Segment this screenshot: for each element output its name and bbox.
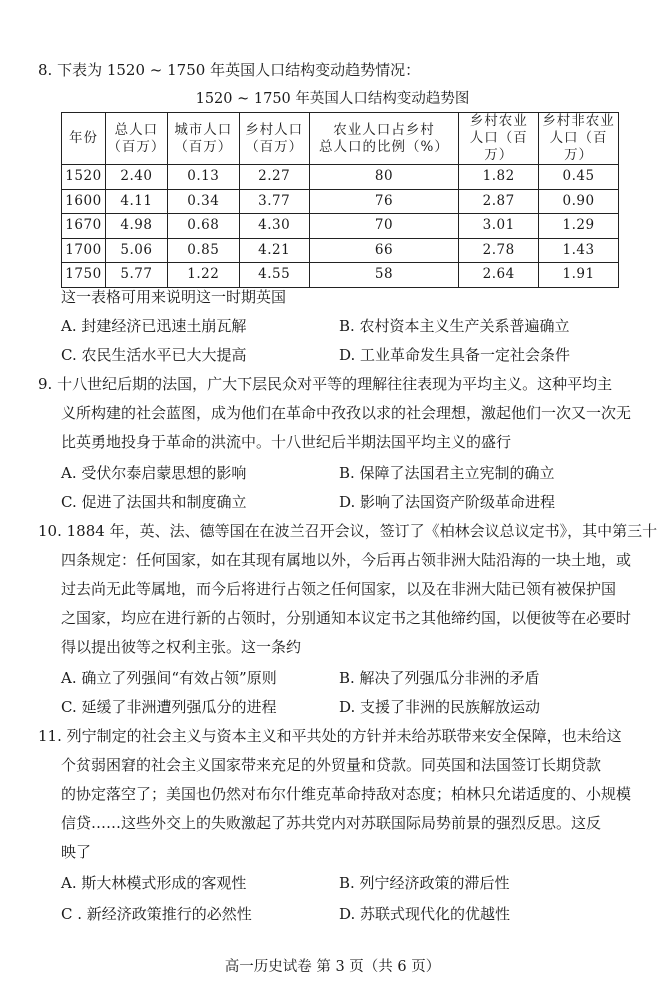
population-table: [61, 112, 619, 288]
q8-option-b[interactable]: B. 农村资本主义生产关系普遍确立: [339, 317, 570, 335]
value-cell: 80: [309, 165, 459, 190]
value-cell: 2.78: [459, 238, 539, 263]
q8-option-d[interactable]: D. 工业革命发生具备一定社会条件: [339, 346, 571, 364]
value-cell: 0.68: [167, 214, 239, 239]
value-cell: 70: [309, 214, 459, 239]
q9-option-d[interactable]: D. 影响了法国资产阶级革命进程: [339, 493, 556, 511]
q10-line-5: 得以提出彼等之权利主张。这一条约: [61, 638, 302, 656]
header-text: （百万）: [245, 138, 304, 155]
value-cell: 1.29: [539, 214, 619, 239]
value-cell: 66: [309, 238, 459, 263]
q9-option-b[interactable]: B. 保障了法国君主立宪制的确立: [339, 464, 555, 482]
q11-line-1: 11. 列宁制定的社会主义与资本主义和平共处的方针并未给苏联带来安全保障，也未给这: [38, 727, 622, 745]
table-header-cell: [539, 113, 619, 165]
q10-option-a[interactable]: A. 确立了列强间“有效占领”原则: [61, 669, 277, 687]
q11-line-2: 个贫弱困窘的社会主义国家带来充足的外贸量和贷款。同英国和法国签订长期贷款: [61, 756, 602, 774]
year-cell: 1520: [62, 165, 106, 190]
value-cell: 4.55: [239, 263, 309, 288]
header-text: 乡村非农业: [542, 113, 615, 129]
header-text: 总人口: [114, 121, 159, 138]
value-cell: 4.98: [105, 214, 167, 239]
table-row: [62, 263, 619, 288]
value-cell: 2.40: [105, 165, 167, 190]
table-body: [62, 165, 619, 288]
year-cell: 1700: [62, 238, 106, 263]
table-row: [62, 189, 619, 214]
q10-line-3: 过去尚无此等属地，而今后将进行占领之任何国家，以及在非洲大陆已领有被保护国: [61, 580, 617, 598]
table-header-cell: [62, 113, 106, 165]
table-header-cell: [105, 113, 167, 165]
table-header-cell: [167, 113, 239, 165]
table-row: [62, 214, 619, 239]
q8-question: 这一表格可用来说明这一时期英国: [61, 288, 287, 306]
table-header-row: [62, 113, 619, 165]
header-text: 年份: [68, 130, 98, 146]
year-cell: 1600: [62, 189, 106, 214]
value-cell: 5.06: [105, 238, 167, 263]
q11-option-b[interactable]: B. 列宁经济政策的滞后性: [339, 874, 510, 892]
q9-option-a[interactable]: A. 受伏尔泰启蒙思想的影响: [61, 464, 247, 482]
q10-line-4: 之国家，均应在进行新的占领时，分别通知本议定书之其他缔约国，以便彼等在必要时: [61, 609, 632, 627]
table-header-cell: [459, 113, 539, 165]
q10-option-d[interactable]: D. 支援了非洲的民族解放运动: [339, 698, 541, 716]
header-text: 人口（百万）: [549, 130, 608, 163]
q11-option-d[interactable]: D. 苏联式现代化的优越性: [339, 905, 511, 923]
table-header-cell: [239, 113, 309, 165]
q11-option-a[interactable]: A. 斯大林模式形成的客观性: [61, 874, 247, 892]
q9-option-c[interactable]: C. 促进了法国共和制度确立: [61, 493, 247, 511]
value-cell: 2.64: [459, 263, 539, 288]
q11-line-5: 映了: [61, 843, 92, 861]
value-cell: 58: [309, 263, 459, 288]
q9-line-1: 9. 十八世纪后期的法国，广大下层民众对平等的理解往往表现为平均主义。这种平均主: [38, 375, 613, 393]
value-cell: 1.91: [539, 263, 619, 288]
page-footer: 高一历史试卷 第 3 页（共 6 页）: [224, 959, 441, 975]
header-text: 城市人口: [174, 121, 233, 138]
q10-option-c[interactable]: C. 延缓了非洲遭列强瓜分的进程: [61, 698, 277, 716]
value-cell: 1.22: [167, 263, 239, 288]
value-cell: 1.82: [459, 165, 539, 190]
value-cell: 1.43: [539, 238, 619, 263]
year-cell: 1750: [62, 263, 106, 288]
q11-line-4: 信贷……这些外交上的失败激起了苏共党内对苏联国际局势前景的强烈反思。这反: [61, 814, 602, 832]
value-cell: 0.45: [539, 165, 619, 190]
year-cell: 1670: [62, 214, 106, 239]
value-cell: 4.11: [105, 189, 167, 214]
q9-line-2: 义所构建的社会蓝图，成为他们在革命中孜孜以求的社会理想，激起他们一次又一次无: [61, 404, 632, 422]
value-cell: 3.77: [239, 189, 309, 214]
header-text: 人口（百万）: [469, 130, 528, 163]
q10-line-2: 四条规定：任何国家，如在其现有属地以外，今后再占领非洲大陆沿海的一块土地，或: [61, 551, 632, 569]
value-cell: 4.21: [239, 238, 309, 263]
header-text: 总人口的比例（%）: [319, 138, 449, 155]
header-text: （百万）: [107, 138, 166, 155]
q10-option-b[interactable]: B. 解决了列强瓜分非洲的矛盾: [339, 669, 540, 687]
header-text: （百万）: [174, 138, 233, 155]
table-header-cell: [309, 113, 459, 165]
q11-line-3: 的协定落空了；美国也仍然对布尔什维克革命持敌对态度；柏林只允诺适度的、小规模: [61, 785, 632, 803]
q9-line-3: 比英勇地投身于革命的洪流中。十八世纪后半期法国平均主义的盛行: [61, 433, 512, 451]
value-cell: 0.85: [167, 238, 239, 263]
q8-table-title: 1520 ~ 1750 年英国人口结构变动趋势图: [195, 91, 470, 107]
q8-option-a[interactable]: A. 封建经济已迅速土崩瓦解: [61, 317, 247, 335]
header-text: 乡村农业: [469, 113, 528, 129]
q8-stem: 8. 下表为 1520 ~ 1750 年英国人口结构变动趋势情况：: [38, 61, 421, 79]
table-row: [62, 238, 619, 263]
value-cell: 0.90: [539, 189, 619, 214]
q11-option-c[interactable]: C . 新经济政策推行的必然性: [61, 905, 252, 923]
value-cell: 3.01: [459, 214, 539, 239]
value-cell: 5.77: [105, 263, 167, 288]
value-cell: 2.27: [239, 165, 309, 190]
value-cell: 2.87: [459, 189, 539, 214]
header-text: 乡村人口: [245, 121, 304, 138]
table-row: [62, 165, 619, 190]
value-cell: 0.13: [167, 165, 239, 190]
header-text: 农业人口占乡村: [333, 121, 435, 138]
q8-option-c[interactable]: C. 农民生活水平已大大提高: [61, 346, 247, 364]
value-cell: 4.30: [239, 214, 309, 239]
value-cell: 0.34: [167, 189, 239, 214]
q10-line-1: 10. 1884 年，英、法、德等国在在波兰召开会议，签订了《柏林会议总议定书》，其中第三十: [38, 522, 658, 540]
value-cell: 76: [309, 189, 459, 214]
